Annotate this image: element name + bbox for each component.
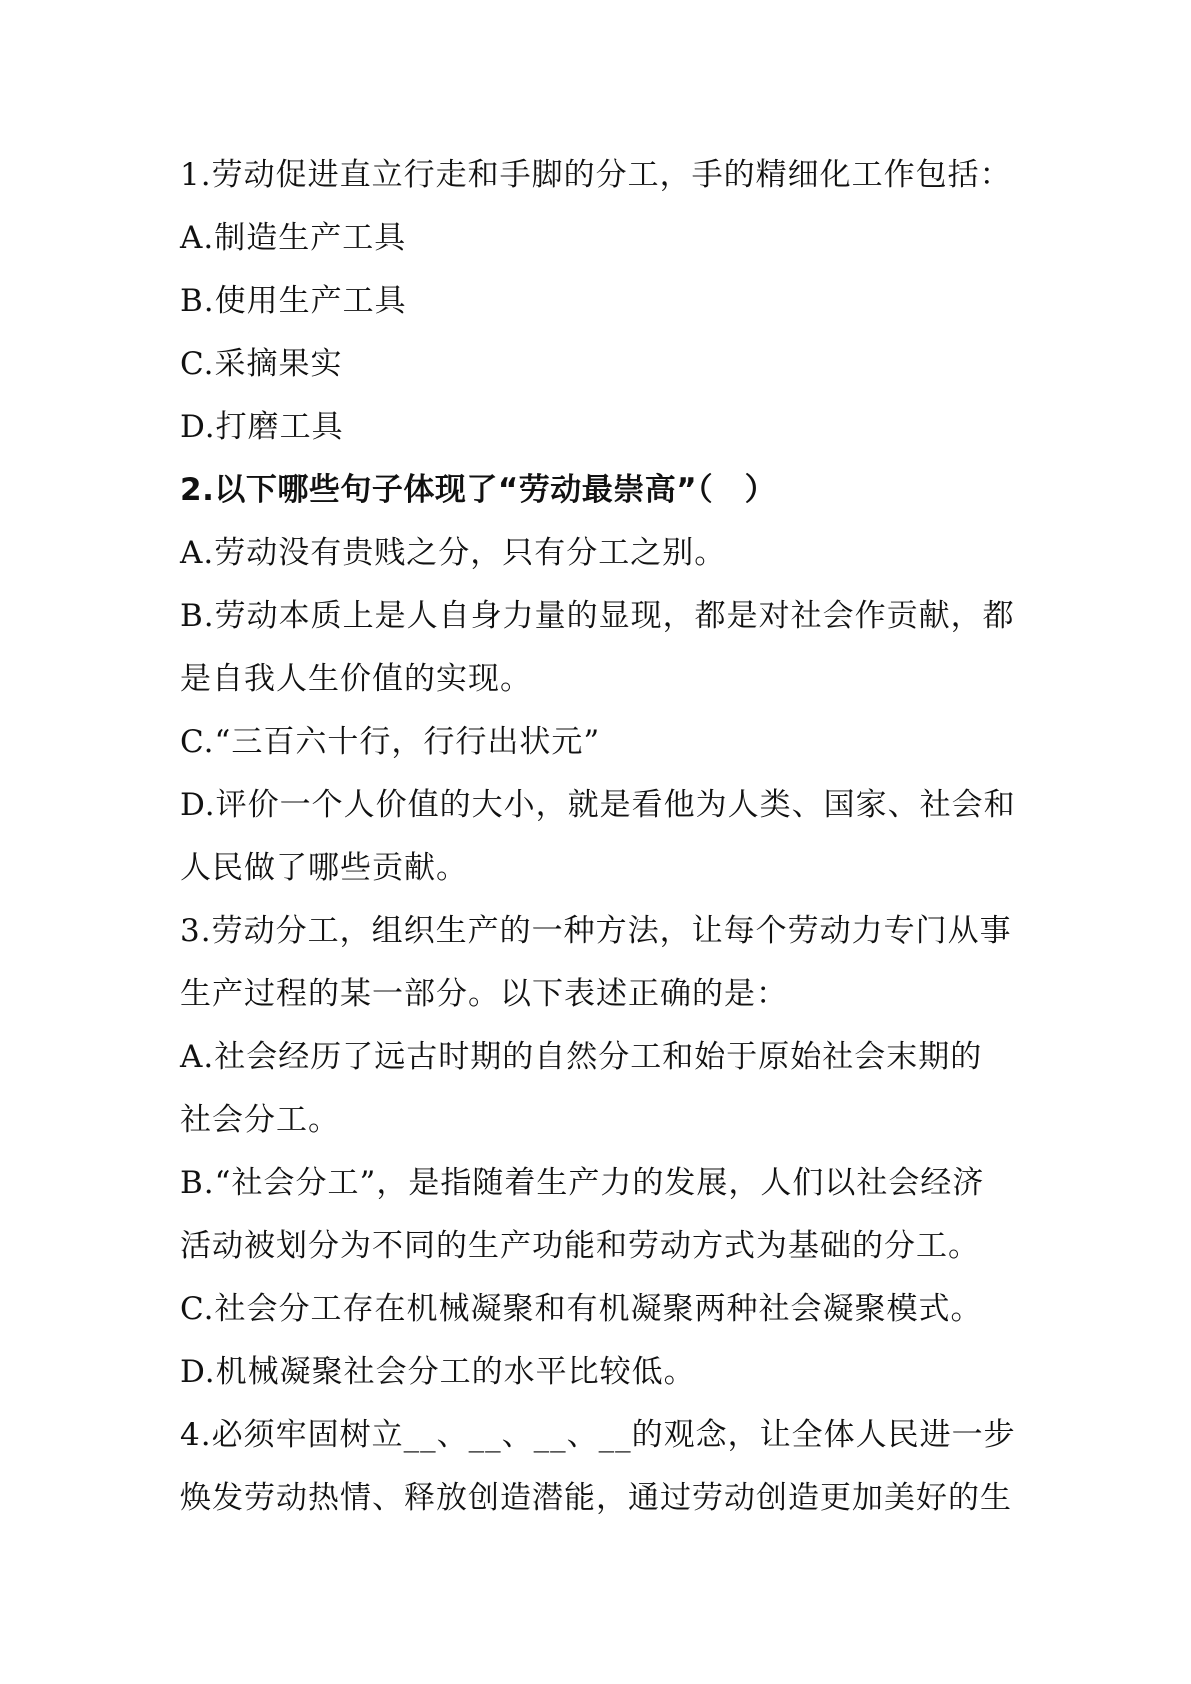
question-3	[180, 900, 1020, 1404]
question-1-option-a: A.制造生产工具	[180, 220, 407, 256]
question-1-option-b: B.使用生产工具	[180, 283, 407, 319]
question-2-option-c: C.“三百六十行，行行出状元”	[180, 724, 601, 760]
question-4-stem-line-1: 4.必须牢固树立__、__、__、__的观念，让全体人民进一步	[180, 1417, 1016, 1453]
question-2-option-a: A.劳动没有贵贱之分，只有分工之别。	[180, 535, 727, 571]
question-2-option-b-line-2: 是自我人生价值的实现。	[180, 661, 532, 697]
question-3-stem-line-1: 3.劳动分工，组织生产的一种方法，让每个劳动力专门从事	[180, 913, 1012, 949]
question-3-stem-line-2: 生产过程的某一部分。以下表述正确的是：	[180, 976, 788, 1012]
question-2-option-d-line-1: D.评价一个人价值的大小，就是看他为人类、国家、社会和	[180, 787, 1016, 823]
question-4-stem-line-2: 焕发劳动热情、释放创造潜能，通过劳动创造更加美好的生	[180, 1480, 1012, 1516]
question-3-option-a-line-2: 社会分工。	[180, 1102, 340, 1138]
document-body	[180, 144, 1020, 1530]
question-3-option-b-line-2: 活动被划分为不同的生产功能和劳动方式为基础的分工。	[180, 1228, 980, 1264]
question-2-option-b-line-1: B.劳动本质上是人自身力量的显现，都是对社会作贡献，都	[180, 598, 1015, 634]
question-3-option-d: D.机械凝聚社会分工的水平比较低。	[180, 1354, 696, 1390]
question-1-option-d: D.打磨工具	[180, 409, 344, 445]
question-4	[180, 1404, 1020, 1530]
question-2	[180, 459, 1020, 900]
question-2-option-d-line-2: 人民做了哪些贡献。	[180, 850, 468, 886]
question-2-stem: 2.以下哪些句子体现了“劳动最崇高”（ ）	[180, 472, 777, 508]
question-3-option-a-line-1: A.社会经历了远古时期的自然分工和始于原始社会末期的	[180, 1039, 983, 1075]
question-3-option-b-line-1: B.“社会分工”，是指随着生产力的发展，人们以社会经济	[180, 1165, 985, 1201]
question-3-option-c: C.社会分工存在机械凝聚和有机凝聚两种社会凝聚模式。	[180, 1291, 983, 1327]
question-1-option-c: C.采摘果实	[180, 346, 343, 382]
question-1	[180, 144, 1020, 459]
question-1-stem: 1.劳动促进直立行走和手脚的分工，手的精细化工作包括：	[180, 157, 1012, 193]
